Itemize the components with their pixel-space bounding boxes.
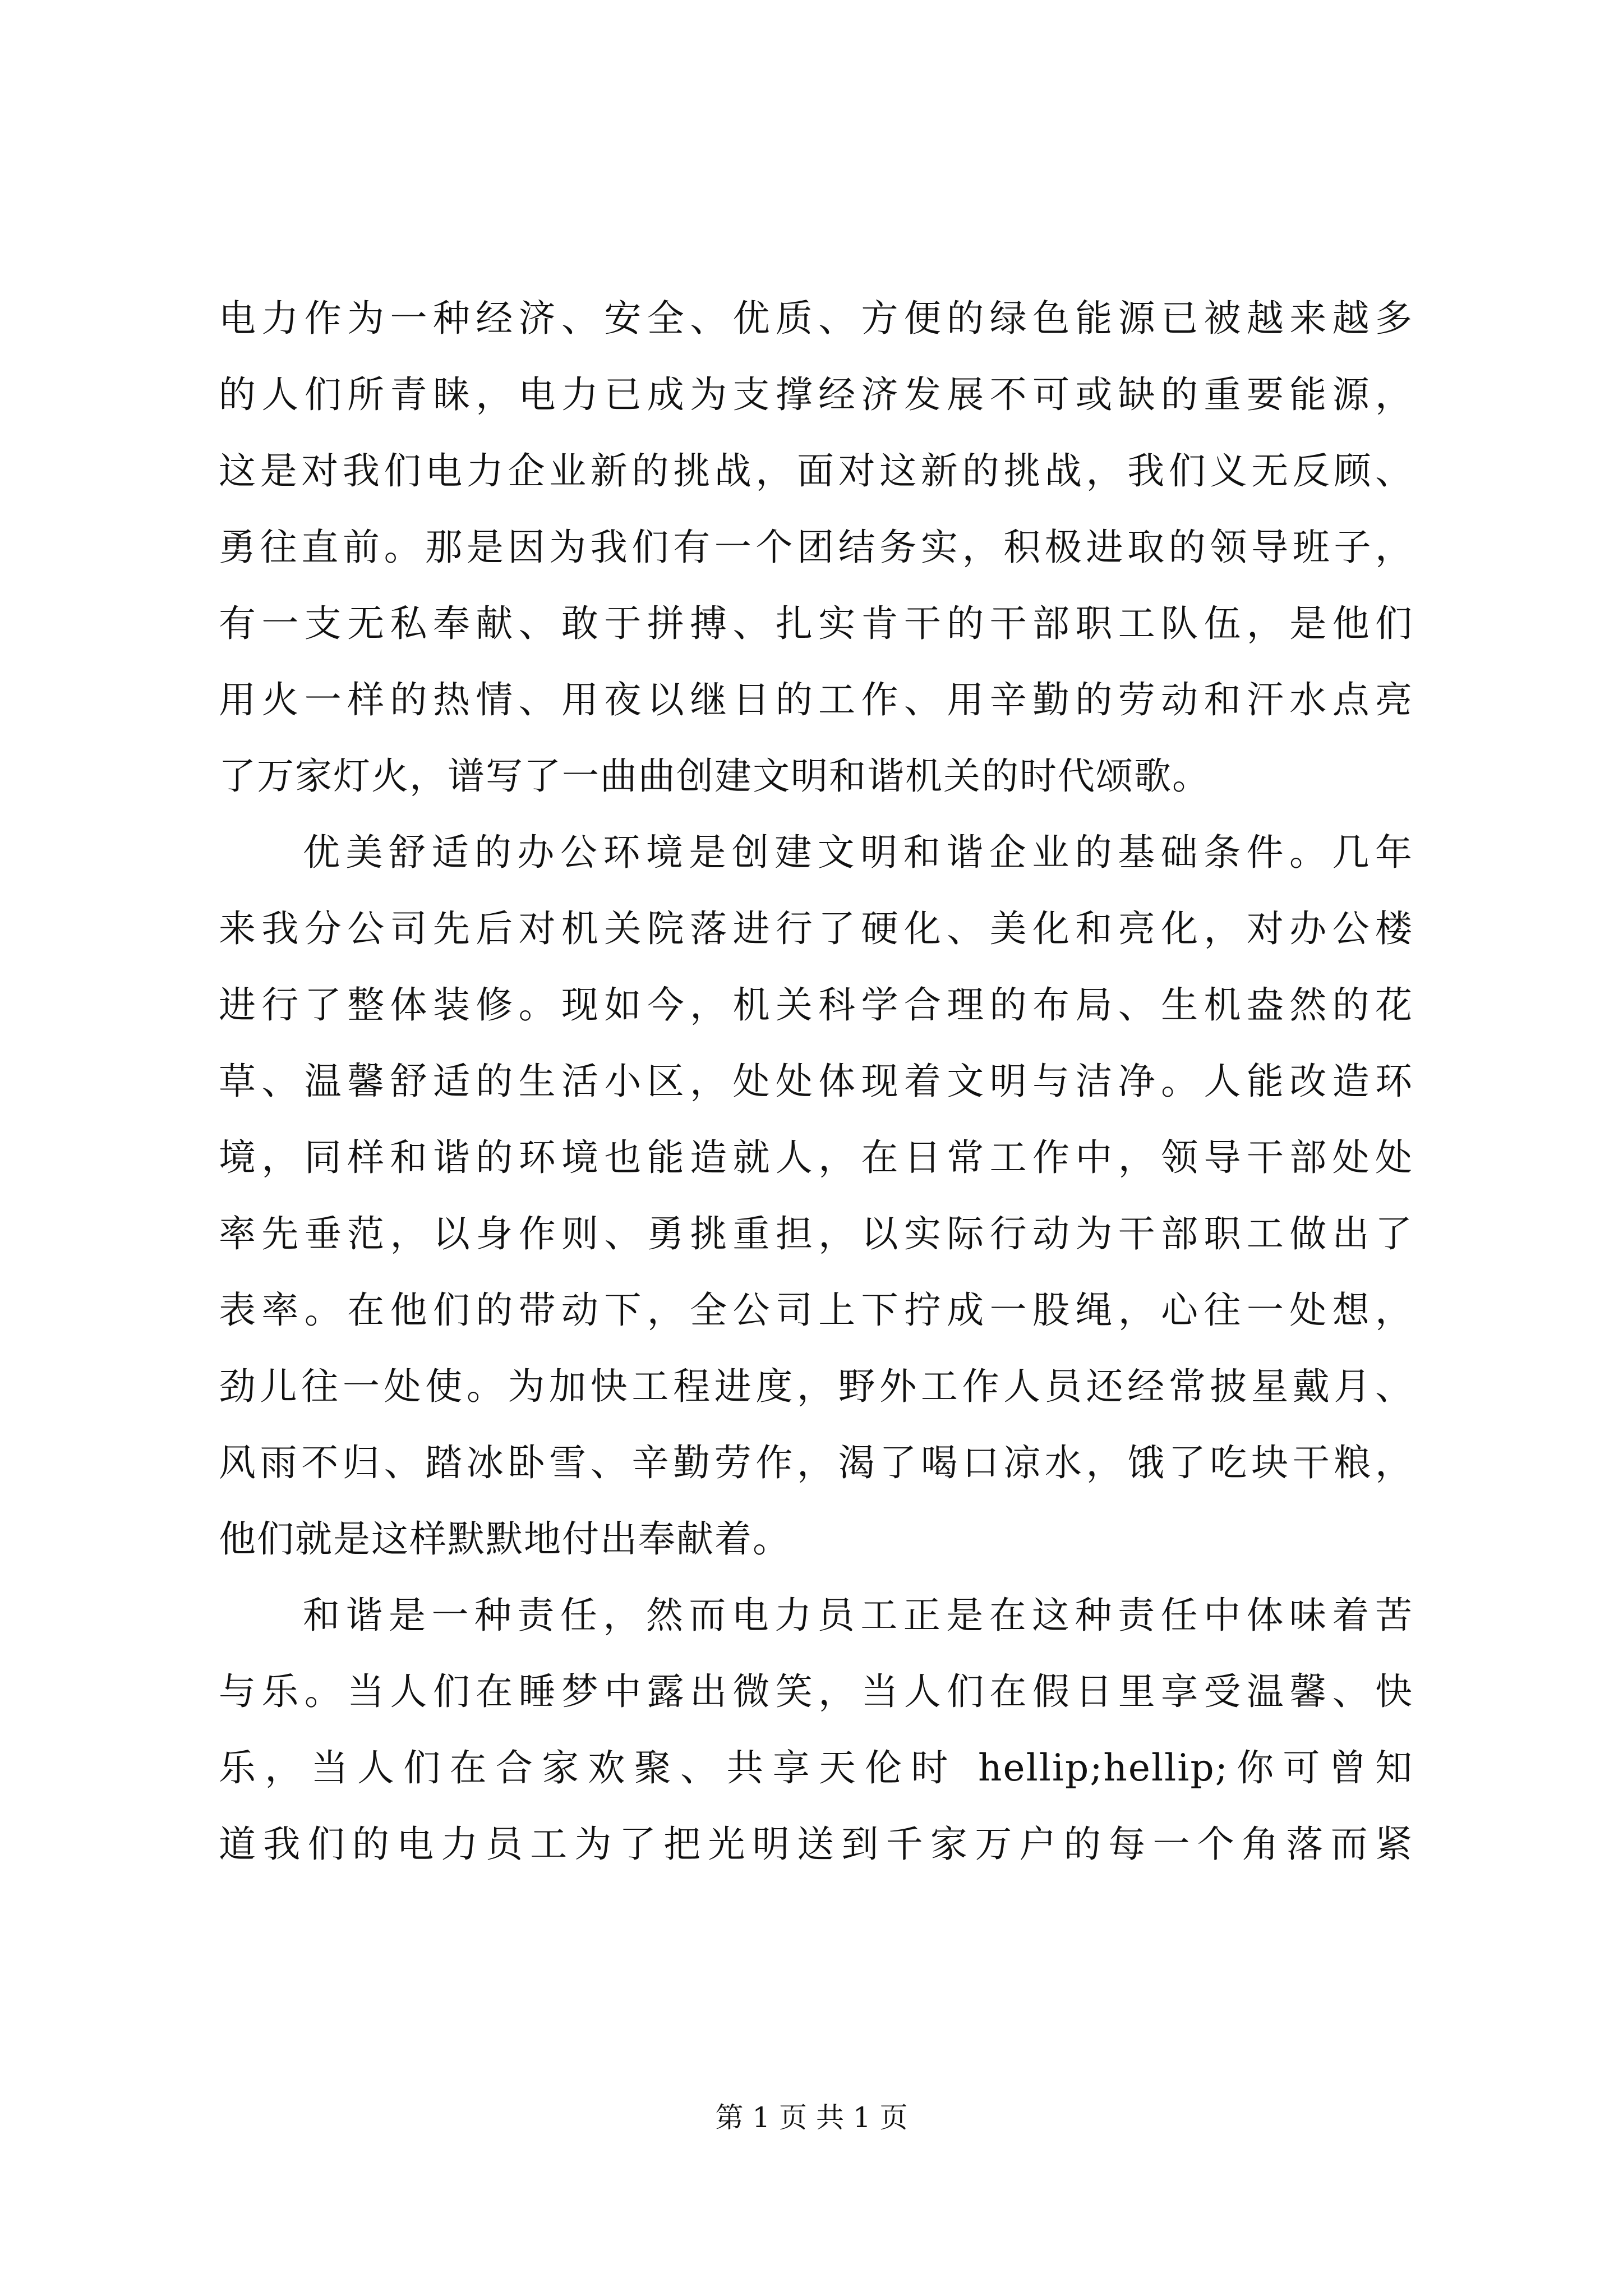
text-line: 的人们所青睐，电力已成为支撑经济发展不可或缺的重要能源， bbox=[219, 373, 1413, 416]
text-line: 来我分公司先后对机关院落进行了硬化、美化和亮化，对办公楼 bbox=[219, 907, 1413, 950]
text-line: 这是对我们电力企业新的挑战，面对这新的挑战，我们义无反顾、 bbox=[219, 449, 1413, 493]
text-line: 有一支无私奉献、敢于拼搏、扎实肯干的干部职工队伍，是他们 bbox=[219, 602, 1413, 645]
text-line: 境，同样和谐的环境也能造就人，在日常工作中，领导干部处处 bbox=[219, 1136, 1413, 1179]
text-line: 风雨不归、踏冰卧雪、辛勤劳作，渴了喝口凉水，饿了吃块干粮， bbox=[219, 1441, 1413, 1484]
text-line: 道我们的电力员工为了把光明送到千家万户的每一个角落而紧 bbox=[219, 1823, 1413, 1866]
text-line: 电力作为一种经济、安全、优质、方便的绿色能源已被越来越多 bbox=[219, 297, 1413, 340]
text-line: 率先垂范，以身作则、勇挑重担，以实际行动为干部职工做出了 bbox=[219, 1212, 1413, 1255]
text-line: 优美舒适的办公环境是创建文明和谐企业的基础条件。几年 bbox=[303, 831, 1413, 874]
text-line: 和谐是一种责任，然而电力员工正是在这种责任中体味着苦 bbox=[303, 1594, 1413, 1637]
page-footer bbox=[0, 2101, 1623, 2134]
text-line: 勇往直前。那是因为我们有一个团结务实，积极进取的领导班子， bbox=[219, 526, 1413, 569]
text-line: 劲儿往一处使。为加快工程进度，野外工作人员还经常披星戴月、 bbox=[219, 1365, 1413, 1408]
page-number: 第 1 页 共 1 页 bbox=[715, 2101, 908, 2134]
text-line: 乐，当人们在合家欢聚、共享天伦时 hellip;hellip;你可曾知 bbox=[219, 1746, 1413, 1789]
text-line: 他们就是这样默默地付出奉献着。 bbox=[219, 1517, 791, 1561]
text-line: 进行了整体装修。现如今，机关科学合理的布局、生机盎然的花 bbox=[219, 983, 1413, 1027]
text-line: 用火一样的热情、用夜以继日的工作、用辛勤的劳动和汗水点亮 bbox=[219, 678, 1413, 721]
text-line: 表率。在他们的带动下，全公司上下拧成一股绳，心往一处想， bbox=[219, 1289, 1413, 1332]
text-line: 草、温馨舒适的生活小区，处处体现着文明与洁净。人能改造环 bbox=[219, 1060, 1413, 1103]
text-line: 与乐。当人们在睡梦中露出微笑，当人们在假日里享受温馨、快 bbox=[219, 1670, 1413, 1713]
document-body bbox=[219, 280, 1413, 1883]
text-line: 了万家灯火，谱写了一曲曲创建文明和谐机关的时代颂歌。 bbox=[219, 754, 1210, 798]
